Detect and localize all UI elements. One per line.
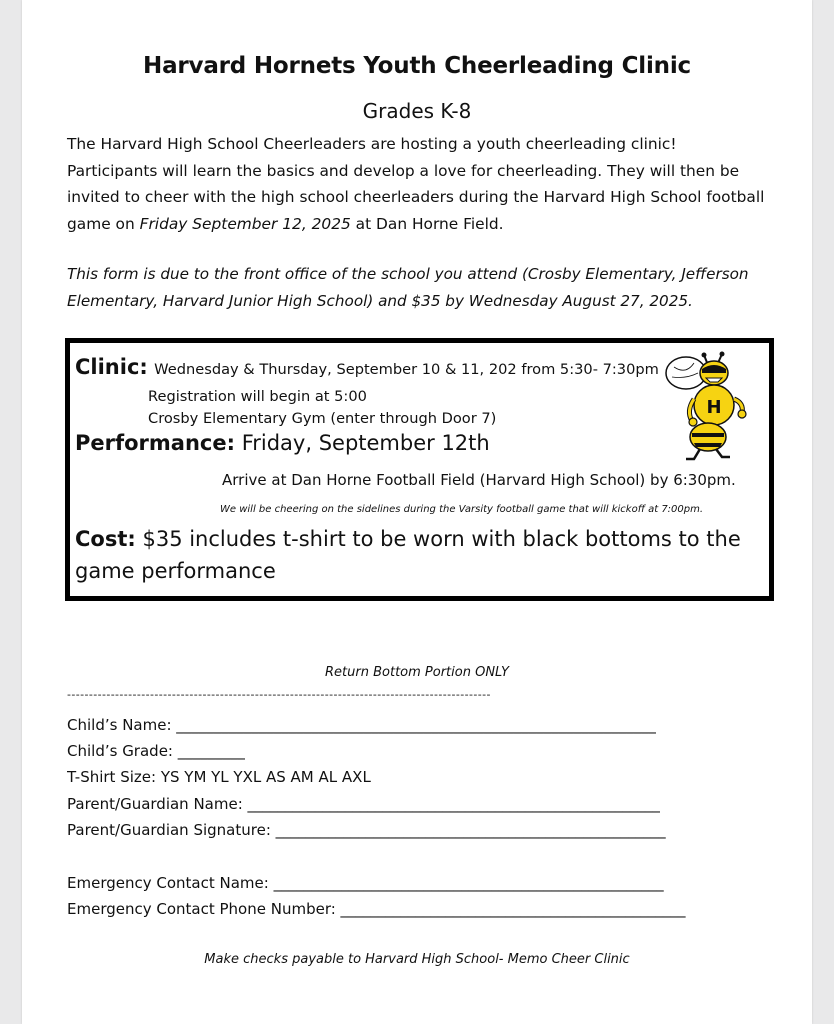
hornet-mascot-icon	[664, 351, 756, 461]
grades-subtitle: Grades K-8	[362, 99, 472, 123]
child-name-field[interactable]: Child’s Name: ________________________________________________________________	[67, 716, 657, 734]
clinic-dates: Wednesday & Thursday, September 10 & 11, 202 from 5:30- 7:30pm	[154, 361, 659, 378]
performance-line	[75, 431, 490, 455]
due-notice: This form is due to the front office of the school you attend (Crosby Elementary, Jefferson Elementary, Harvard Junior High School) and $35 by Wednesday August 27, 2025.	[67, 265, 749, 310]
clinic-label: Clinic:	[75, 355, 148, 379]
cost-text: $35 includes t-shirt to be worn with black bottoms to the game performance	[75, 527, 741, 583]
parent-name-field[interactable]: Parent/Guardian Name: _______________________________________________________	[67, 795, 661, 813]
performance-label: Performance:	[75, 431, 236, 455]
cost-line	[75, 523, 755, 587]
document-page	[22, 0, 812, 1024]
payment-note: Make checks payable to Harvard High School- Memo Cheer Clinic	[204, 952, 630, 967]
child-grade-field[interactable]: Child’s Grade: _________	[67, 742, 246, 760]
return-note: Return Bottom Portion ONLY	[325, 665, 509, 680]
registration-time: Registration will begin at 5:00	[148, 388, 367, 405]
page-title: Harvard Hornets Youth Cheerleading Clinic	[143, 53, 691, 79]
emergency-phone-field[interactable]: Emergency Contact Phone Number: ______________________________________________	[67, 900, 686, 918]
performance-date: Friday, September 12th	[241, 431, 490, 455]
cut-line: -------------------------------------------------------------------------------------------------	[67, 688, 491, 701]
clinic-line	[75, 355, 659, 379]
cheer-note: We will be cheering on the sidelines during the Varsity football game that will kickoff at 7:00pm.	[220, 504, 704, 515]
clinic-location: Crosby Elementary Gym (enter through Door 7)	[148, 410, 497, 427]
intro-end: at Dan Horne Field.	[350, 214, 504, 233]
tshirt-size-field[interactable]: T-Shirt Size: YS YM YL YXL AS AM AL AXL	[67, 768, 371, 786]
info-box	[65, 338, 774, 601]
intro-paragraph	[67, 131, 767, 237]
arrival-note: Arrive at Dan Horne Football Field (Harvard High School) by 6:30pm.	[222, 471, 736, 489]
cost-label: Cost:	[75, 527, 136, 551]
mascot-letter: H	[706, 397, 722, 418]
parent-signature-field[interactable]: Parent/Guardian Signature: ____________________________________________________	[67, 821, 666, 839]
emergency-name-field[interactable]: Emergency Contact Name: ____________________________________________________	[67, 874, 664, 892]
intro-date: Friday September 12, 2025	[139, 214, 351, 233]
intro-text: The Harvard High School Cheerleaders are hosting a youth cheerleading clinic! Participants will learn the basics and develop a love for cheerleading. They will then be invited to cheer with the high school cheerleaders during the Harvard High School football game on	[67, 135, 765, 233]
